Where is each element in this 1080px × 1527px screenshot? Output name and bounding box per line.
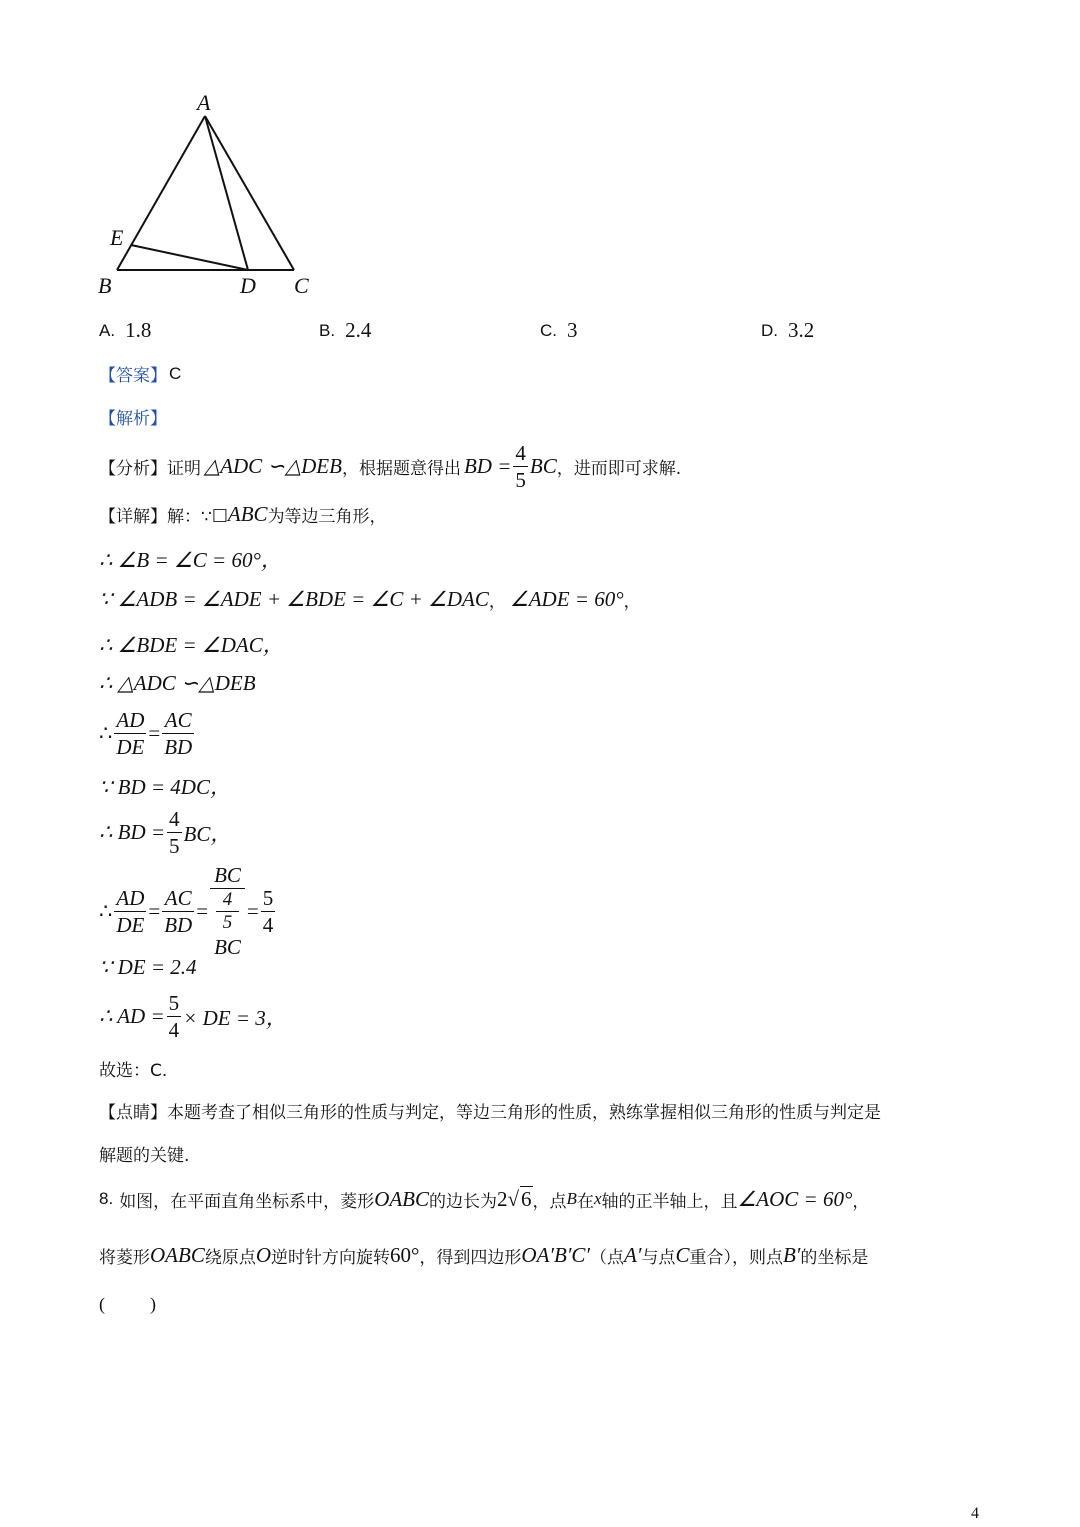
q8-line-2	[99, 1243, 868, 1268]
frac-num: 4	[216, 889, 239, 912]
frac-den: 5	[222, 912, 233, 933]
q8-point-c: C	[675, 1243, 690, 1267]
answer-tag: 【答案】	[99, 366, 167, 386]
detail-line-2-comma: ，	[488, 592, 506, 612]
q8-angle: ∠AOC = 60°	[737, 1186, 853, 1211]
option-d	[761, 318, 814, 343]
q8-line-2-oabc: OABC	[150, 1243, 205, 1267]
segment-ac	[205, 116, 294, 270]
frac-den: DE	[116, 735, 145, 759]
fenxi-similarity: △ADC ∽△DEB	[204, 453, 342, 478]
q8-line-2-f: 与点	[641, 1248, 676, 1268]
q8-point-b: B	[566, 1189, 577, 1208]
q8-radical-coef: 2	[497, 1186, 508, 1211]
segment-ed	[131, 245, 248, 270]
detail-line-1: ∴ ∠B = ∠C = 60°，	[99, 548, 282, 572]
frac-num: 5	[262, 885, 274, 910]
detail-line-3: ∴ ∠BDE = ∠DAC，	[99, 633, 284, 657]
detail-line-8-frac-4	[261, 885, 276, 938]
frac-den: 5	[169, 834, 180, 858]
detail-line-5-frac-2	[162, 707, 194, 760]
q8-line-2-h: 的坐标是	[800, 1248, 869, 1268]
q8-text-e: 轴的正半轴上，且	[601, 1191, 738, 1212]
q8-point-o: O	[255, 1243, 271, 1267]
q8-degree: 60°	[390, 1243, 420, 1267]
option-b	[319, 318, 371, 343]
detail-line-4: ∴ △ADC ∽△DEB	[99, 671, 256, 695]
option-c-label: C.	[540, 320, 557, 340]
q8-line-1	[99, 1186, 869, 1212]
inner-fraction	[214, 889, 241, 934]
detail-text: 为等边三角形，	[267, 507, 387, 527]
fenxi-fraction-num: 4	[515, 440, 526, 465]
fenxi-fraction	[513, 440, 528, 493]
fenxi-line	[99, 438, 681, 494]
q8-line-2-e: （点	[590, 1248, 625, 1268]
fenxi-lhs: BD =	[463, 453, 512, 478]
q8-line-2-b: 绕原点	[204, 1248, 256, 1268]
frac-num: AD	[116, 708, 145, 732]
comment-line-2: 解题的关键.	[99, 1146, 190, 1166]
analysis-tag: 【解析】	[99, 409, 167, 429]
fenxi-fraction-den: 5	[515, 467, 526, 492]
detail-line-5	[99, 707, 196, 760]
detail-tag: 【详解】	[99, 507, 167, 527]
equals-sign: =	[246, 898, 259, 923]
detail-line-8-frac-3	[210, 862, 245, 960]
detail-line-10-frac	[167, 990, 182, 1043]
point-label-d: D	[240, 273, 256, 298]
frac-den-compound	[210, 889, 245, 960]
detail-line-2-comma-2: ，	[623, 592, 641, 612]
q8-radical-sign: √	[507, 1186, 520, 1211]
frac-den: 4	[262, 912, 274, 937]
frac-den: DE	[116, 912, 145, 937]
fenxi-text-2: ，根据题意得出	[341, 458, 461, 479]
frac-num: 5	[168, 991, 180, 1015]
frac-den-text: BC	[214, 935, 241, 959]
q8-oabc: OABC	[374, 1186, 430, 1211]
option-c-value: 3	[567, 318, 578, 342]
q8-radicand: 6	[521, 1187, 532, 1211]
comment-tag: 【点睛】	[99, 1103, 167, 1123]
fenxi-tag: 【分析】	[99, 458, 167, 479]
segment-ad	[205, 116, 248, 270]
frac-num: 4	[169, 807, 180, 831]
detail-line-8-therefore: ∴	[99, 898, 113, 923]
detail-line-7	[99, 806, 231, 859]
detail-line-8-frac-2	[162, 885, 194, 938]
detail-line-5-therefore: ∴	[99, 721, 113, 745]
option-b-label: B.	[319, 320, 336, 340]
q8-x: x	[593, 1189, 602, 1208]
frac-num: BC	[210, 862, 245, 889]
q8-text-b: 的边长为	[429, 1191, 498, 1212]
frac-num: AC	[162, 707, 194, 734]
option-d-value: 3.2	[788, 318, 815, 342]
frac-num: AC	[162, 885, 194, 912]
point-label-e: E	[110, 225, 124, 250]
answer-value: C	[169, 363, 182, 383]
detail-start: 解：∵	[167, 507, 212, 527]
q8-quad: OA′B′C′	[521, 1243, 591, 1267]
frac-den: BD	[164, 735, 193, 759]
detail-line-8	[99, 862, 277, 960]
detail-line-7-frac	[167, 806, 182, 859]
comment-text-1: 本题考查了相似三角形的性质与判定，等边三角形的性质，熟练掌握相似三角形的性质与判定是	[167, 1103, 881, 1123]
q8-line-2-a: 将菱形	[99, 1248, 150, 1268]
triangle-figure	[90, 88, 330, 303]
q8-point-a1: A′	[624, 1243, 642, 1267]
detail-line-2-eq: ∵ ∠ADB = ∠ADE + ∠BDE = ∠C + ∠DAC	[99, 587, 489, 611]
equals-sign: =	[148, 721, 161, 745]
segment-ab	[117, 116, 205, 270]
detail-line-7-lhs: ∴ BD =	[99, 820, 166, 844]
q8-number: 8.	[99, 1189, 114, 1208]
detail-abc: ABC	[227, 502, 268, 526]
analysis-line	[99, 404, 167, 429]
q8-text-a: 如图，在平面直角坐标系中，菱形	[119, 1191, 375, 1212]
detail-line-5-frac-1	[114, 707, 146, 760]
q8-line-2-c: 逆时针方向旋转	[271, 1248, 390, 1268]
detail-line-2	[99, 587, 641, 612]
q8-text-d: 在	[576, 1191, 594, 1212]
fenxi-text-3: ，进而即可求解.	[556, 458, 682, 479]
frac-num: AD	[116, 885, 145, 910]
point-label-a: A	[197, 90, 211, 115]
option-a-label: A.	[99, 320, 116, 340]
detail-line-9: ∵ DE = 2.4	[99, 955, 197, 979]
q8-line-2-d: ，得到四边形	[419, 1248, 522, 1268]
fenxi-text-1: 证明	[167, 458, 201, 479]
q8-answer-paren: ( )	[99, 1294, 156, 1314]
fenxi-rhs: BC	[529, 453, 557, 478]
frac-den: 4	[168, 1018, 180, 1042]
answer-line	[99, 361, 181, 386]
detail-line-8-frac-1	[114, 885, 146, 938]
q8-point-b1: B′	[782, 1243, 801, 1267]
frac-den: BD	[164, 912, 193, 937]
page-number: 4	[971, 1505, 979, 1522]
comment-line-1	[99, 1098, 881, 1123]
detail-line-2-angle: ∠ADE = 60°	[509, 587, 624, 611]
q8-line-2-g: 重合），则点	[689, 1248, 783, 1268]
option-c	[540, 318, 578, 343]
detail-line-0	[99, 502, 387, 527]
q8-text-c: ，点	[532, 1191, 567, 1212]
choose-line: 故选：C.	[99, 1061, 168, 1081]
detail-line-10-lhs: ∴ AD =	[99, 1004, 165, 1028]
point-label-c: C	[294, 273, 309, 298]
point-label-b: B	[98, 273, 112, 298]
equals-sign: =	[196, 898, 209, 923]
equals-sign: =	[148, 898, 161, 923]
option-a-value: 1.8	[125, 318, 152, 342]
option-d-label: D.	[761, 320, 778, 340]
detail-line-6: ∵ BD = 4DC，	[99, 775, 231, 799]
detail-line-10-tail: × DE = 3，	[183, 1005, 287, 1030]
q8-text-f: ，	[852, 1191, 870, 1212]
detail-box-glyph: □	[211, 504, 228, 525]
detail-line-7-tail: BC，	[183, 821, 232, 846]
option-a	[99, 318, 151, 343]
detail-line-10	[99, 990, 287, 1043]
option-b-value: 2.4	[345, 318, 372, 342]
